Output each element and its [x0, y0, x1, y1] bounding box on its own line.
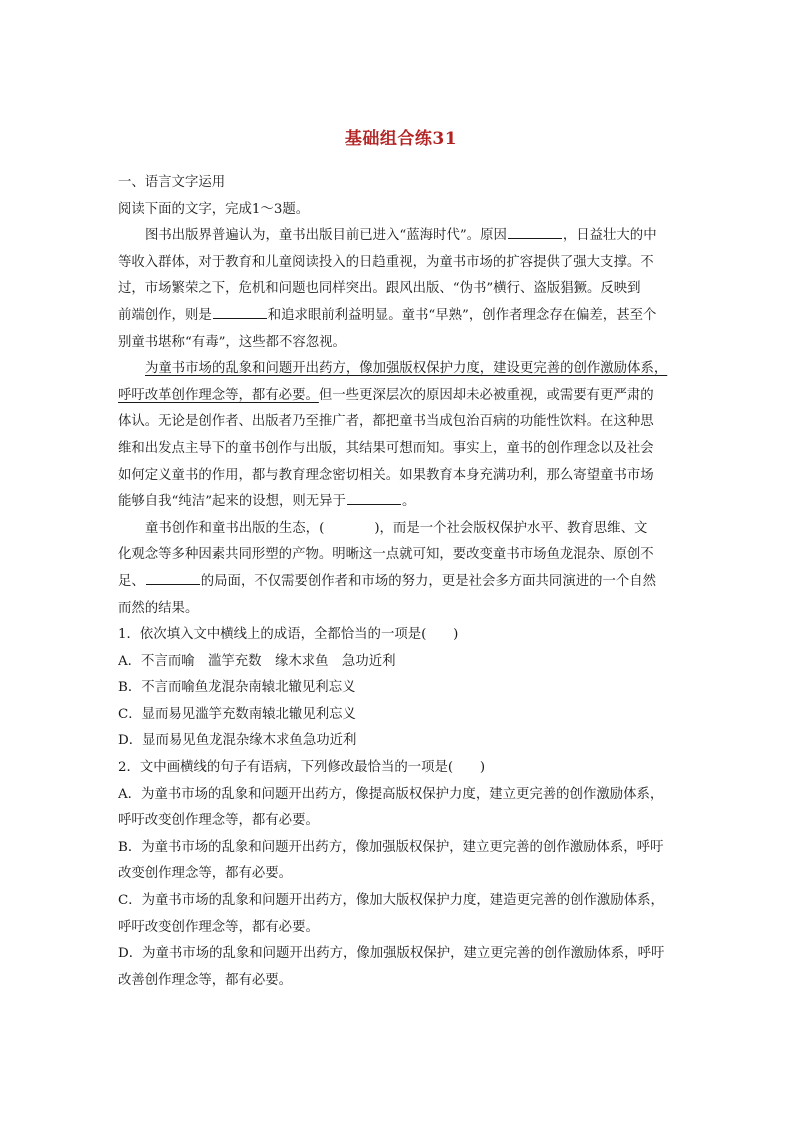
document-body	[118, 170, 684, 994]
passage-line: 过，市场繁荣之下，危机和问题也同样突出。跟风出版、“伪书”横行、盗版猖獗。反映到	[118, 281, 641, 297]
option-a-cont: 呼吁改变创作理念等，都有必要。	[118, 813, 319, 829]
option-b-cont: 改变创作理念等，都有必要。	[118, 866, 293, 882]
question-1	[118, 622, 684, 755]
option-d-cont: 改善创作理念等，都有必要。	[118, 972, 293, 988]
passage-line: 图书出版界普遍认为，童书出版目前已进入“蓝海时代”。原因 ，日益壮大的中	[118, 223, 684, 250]
passage-line: 能够自我“纯洁”起来的设想，则无异于 。	[118, 489, 684, 516]
instruction: 阅读下面的文字，完成1～3题。	[118, 201, 310, 217]
fill-blank	[146, 570, 200, 585]
passage-line: 童书创作和童书出版的生态，( )，而是一个社会版权保护水平、教育思维、文	[145, 520, 648, 536]
option-c: C．显而易见滥竽充数南辕北辙见利忘义	[118, 706, 356, 722]
underlined-sentence: 呼吁改革创作理念等，都有必要。	[118, 387, 319, 403]
underlined-sentence: 为童书市场的乱象和问题开出药方，像加强版权保护力度，建设更完善的创作激励体系，	[145, 361, 668, 377]
passage-line: 呼吁改革创作理念等，都有必要。但一些更深层次的原因却未必被重视，或需要有更严肃的	[118, 387, 654, 403]
passage-line: 别童书堪称“有毒”，这些都不容忽视。	[118, 334, 346, 350]
question-stem: 2．文中画横线的句子有语病，下列修改最恰当的一项是( )	[118, 760, 486, 776]
passage-paragraph-2	[118, 356, 684, 516]
option-b: B．为童书市场的乱象和问题开出药方，像加强版权保护，建立更完善的创作激励体系，呼吁	[118, 839, 664, 855]
option-d: D．为童书市场的乱象和问题开出药方，像加强版权保护，建立更完善的创作激励体系，呼吁	[118, 946, 665, 962]
fill-blank	[508, 224, 562, 239]
passage-line	[118, 356, 684, 383]
question-2	[118, 755, 684, 994]
option-a: A．为童书市场的乱象和问题开出药方，像提高版权保护力度，建立更完善的创作激励体系，	[118, 786, 664, 802]
passage-line: 而然的结果。	[118, 600, 199, 616]
page-title: 基础组合练31	[344, 129, 458, 149]
option-a: A．不言而喻 滥竽充数 缘木求鱼 急功近利	[118, 653, 396, 669]
passage-line: 化观念等多种因素共同形塑的产物。明晰这一点就可知，要改变童书市场鱼龙混杂、原创不	[118, 547, 654, 563]
passage-line: 体认。无论是创作者、出版者乃至推广者，都把童书当成包治百病的功能性饮料。在这种思	[118, 414, 654, 430]
passage-paragraph-3	[118, 516, 684, 622]
fill-blank	[347, 490, 401, 505]
section-heading: 一、语言文字运用	[118, 175, 226, 190]
option-d: D．显而易见鱼龙混杂缘木求鱼急功近利	[118, 733, 357, 749]
passage-paragraph-1	[118, 223, 684, 356]
question-stem: 1．依次填入文中横线上的成语，全都恰当的一项是( )	[118, 627, 459, 643]
passage-line: 如何定义童书的作用，都与教育理念密切相关。如果教育本身充满功利，那么寄望童书市场	[118, 467, 654, 483]
option-c: C．为童书市场的乱象和问题开出药方，像加大版权保护力度，建造更完善的创作激励体系，	[118, 893, 664, 909]
passage-line: 足、 的局面，不仅需要创作者和市场的努力，更是社会多方面共同演进的一个自然	[118, 569, 684, 596]
fill-blank	[213, 304, 267, 319]
passage-line: 维和出发点主导下的童书创作与出版，其结果可想而知。事实上，童书的创作理念以及社会	[118, 440, 654, 456]
option-b: B．不言而喻鱼龙混杂南辕北辙见利忘义	[118, 680, 356, 696]
passage-line: 等收入群体，对于教育和儿童阅读投入的日趋重视，为童书市场的扩容提供了强大支撑。不	[118, 254, 654, 270]
passage-line: 前端创作，则是 和追求眼前利益明显。童书“早熟”，创作者理念存在偏差，甚至个	[118, 303, 684, 330]
option-c-cont: 呼吁改变创作理念等，都有必要。	[118, 919, 319, 935]
